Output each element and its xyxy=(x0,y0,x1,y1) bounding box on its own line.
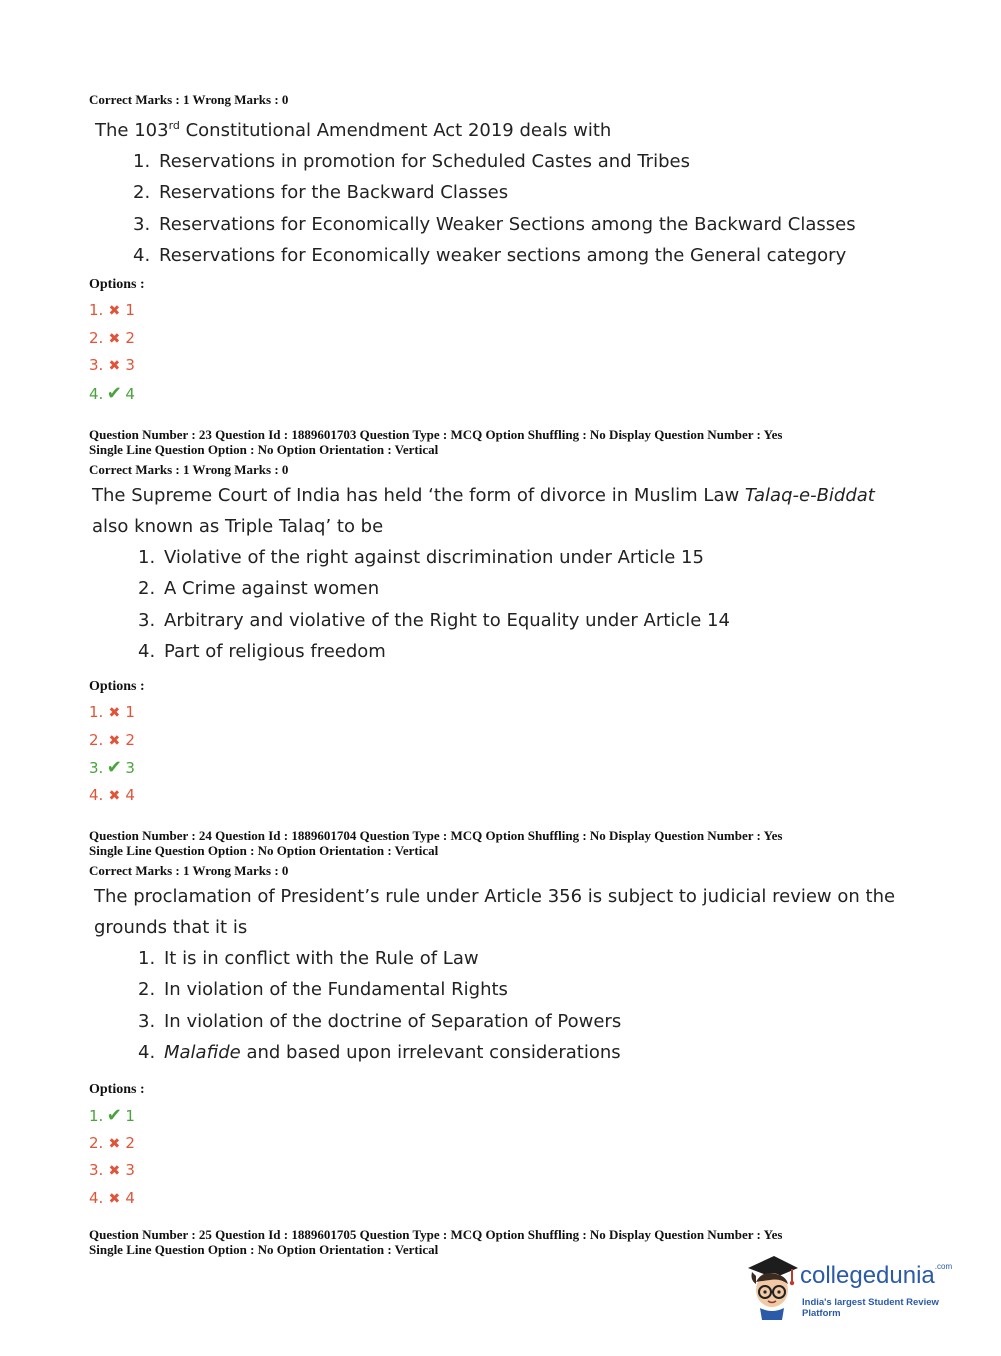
question-23 xyxy=(89,427,875,809)
q23-header: Question Number : 23 Question Id : 1889601703 Question Type : MCQ Option Shuffling : No Display Question Number : Yes xyxy=(89,427,783,442)
q24-statement-list xyxy=(138,943,895,1068)
cross-icon: ✖ xyxy=(108,358,121,375)
statement-item: 2. In violation of the Fundamental Rights xyxy=(138,979,508,1001)
cross-icon: ✖ xyxy=(108,787,121,804)
option-item: 2. ✖ 2 xyxy=(89,1130,895,1158)
q23-header-line2: Single Line Question Option : No Option Orientation : Vertical xyxy=(89,442,439,457)
option-item: 2. ✖ 2 xyxy=(89,325,856,353)
statement-item: 4. Malafide and based upon irrelevant considerations xyxy=(138,1041,621,1063)
q24-options xyxy=(89,1102,895,1212)
q23-options-label: Options : xyxy=(89,679,145,695)
q23-options xyxy=(89,699,875,809)
q22-statement-list xyxy=(133,146,856,271)
cross-icon: ✖ xyxy=(108,732,121,749)
option-item: 3. ✖ 3 xyxy=(89,352,856,380)
q23-statement-list xyxy=(138,542,875,667)
cross-icon: ✖ xyxy=(108,303,121,320)
q22-question-text: The 103rd Constitutional Amendment Act 2019 deals with xyxy=(95,119,612,141)
statement-item: 4. Reservations for Economically weaker sections among the General category xyxy=(133,244,847,266)
option-item: 3. ✖ 3 xyxy=(89,1157,895,1185)
option-item: 3. ✔ 3 xyxy=(89,754,875,782)
q25-header: Question Number : 25 Question Id : 1889601705 Question Type : MCQ Option Shuffling : No Display Question Number : Yes xyxy=(89,1227,783,1242)
q24-options-label: Options : xyxy=(89,1082,145,1098)
check-icon: ✔ xyxy=(106,1105,122,1127)
option-item: 4. ✖ 4 xyxy=(89,782,875,810)
logo-tagline: India's largest Student Review Platform xyxy=(802,1297,939,1319)
question-24 xyxy=(89,828,895,1212)
logo-wordmark: collegedunia$^{.com}$ xyxy=(800,1262,953,1289)
q24-header: Question Number : 24 Question Id : 1889601704 Question Type : MCQ Option Shuffling : No Display Question Number : Yes xyxy=(89,828,783,843)
q22-marks: Correct Marks : 1 Wrong Marks : 0 xyxy=(89,92,289,107)
q23-question-text: The Supreme Court of India has held ‘the form of divorce in Muslim Law Talaq-e-Biddat also known as Triple Talaq’ to be xyxy=(92,485,875,537)
q24-marks: Correct Marks : 1 Wrong Marks : 0 xyxy=(89,863,289,878)
statement-item: 3. Arbitrary and violative of the Right to Equality under Article 14 xyxy=(138,609,730,631)
option-item: 1. ✖ 1 xyxy=(89,297,856,325)
collegedunia-logo[interactable] xyxy=(742,1250,972,1322)
statement-item: 2. A Crime against women xyxy=(138,578,380,600)
statement-item: 4. Part of religious freedom xyxy=(138,640,386,662)
cross-icon: ✖ xyxy=(108,1190,121,1207)
statement-item: 1. Violative of the right against discrimination under Article 15 xyxy=(138,547,704,568)
check-icon: ✔ xyxy=(106,757,122,779)
option-item: 1. ✖ 1 xyxy=(89,699,875,727)
statement-item: 1. Reservations in promotion for Scheduled Castes and Tribes xyxy=(133,151,690,172)
statement-item: 2. Reservations for the Backward Classes xyxy=(133,182,509,204)
q23-marks: Correct Marks : 1 Wrong Marks : 0 xyxy=(89,462,289,477)
statement-item: 3. Reservations for Economically Weaker Sections among the Backward Classes xyxy=(133,213,856,235)
q22-options xyxy=(89,297,856,407)
option-item: 1. ✔ 1 xyxy=(89,1102,895,1130)
statement-item: 3. In violation of the doctrine of Separation of Powers xyxy=(138,1010,622,1032)
option-item: 2. ✖ 2 xyxy=(89,727,875,755)
mascot-icon xyxy=(742,1250,802,1322)
question-25 xyxy=(89,1227,782,1257)
option-item: 4. ✔ 4 xyxy=(89,380,856,408)
statement-item: 1. It is in conflict with the Rule of Law xyxy=(138,948,479,969)
cross-icon: ✖ xyxy=(108,1135,121,1152)
cross-icon: ✖ xyxy=(108,330,121,347)
cross-icon: ✖ xyxy=(108,1163,121,1180)
option-item: 4. ✖ 4 xyxy=(89,1185,895,1213)
cross-icon: ✖ xyxy=(108,705,121,722)
check-icon: ✔ xyxy=(106,382,122,404)
question-22 xyxy=(89,92,856,407)
q24-question-text: The proclamation of President’s rule under Article 356 is subject to judicial review on the grounds that it is xyxy=(94,886,896,938)
q25-header-line2: Single Line Question Option : No Option Orientation : Vertical xyxy=(89,1242,439,1257)
q22-options-label: Options : xyxy=(89,277,145,293)
q24-header-line2: Single Line Question Option : No Option Orientation : Vertical xyxy=(89,843,439,858)
